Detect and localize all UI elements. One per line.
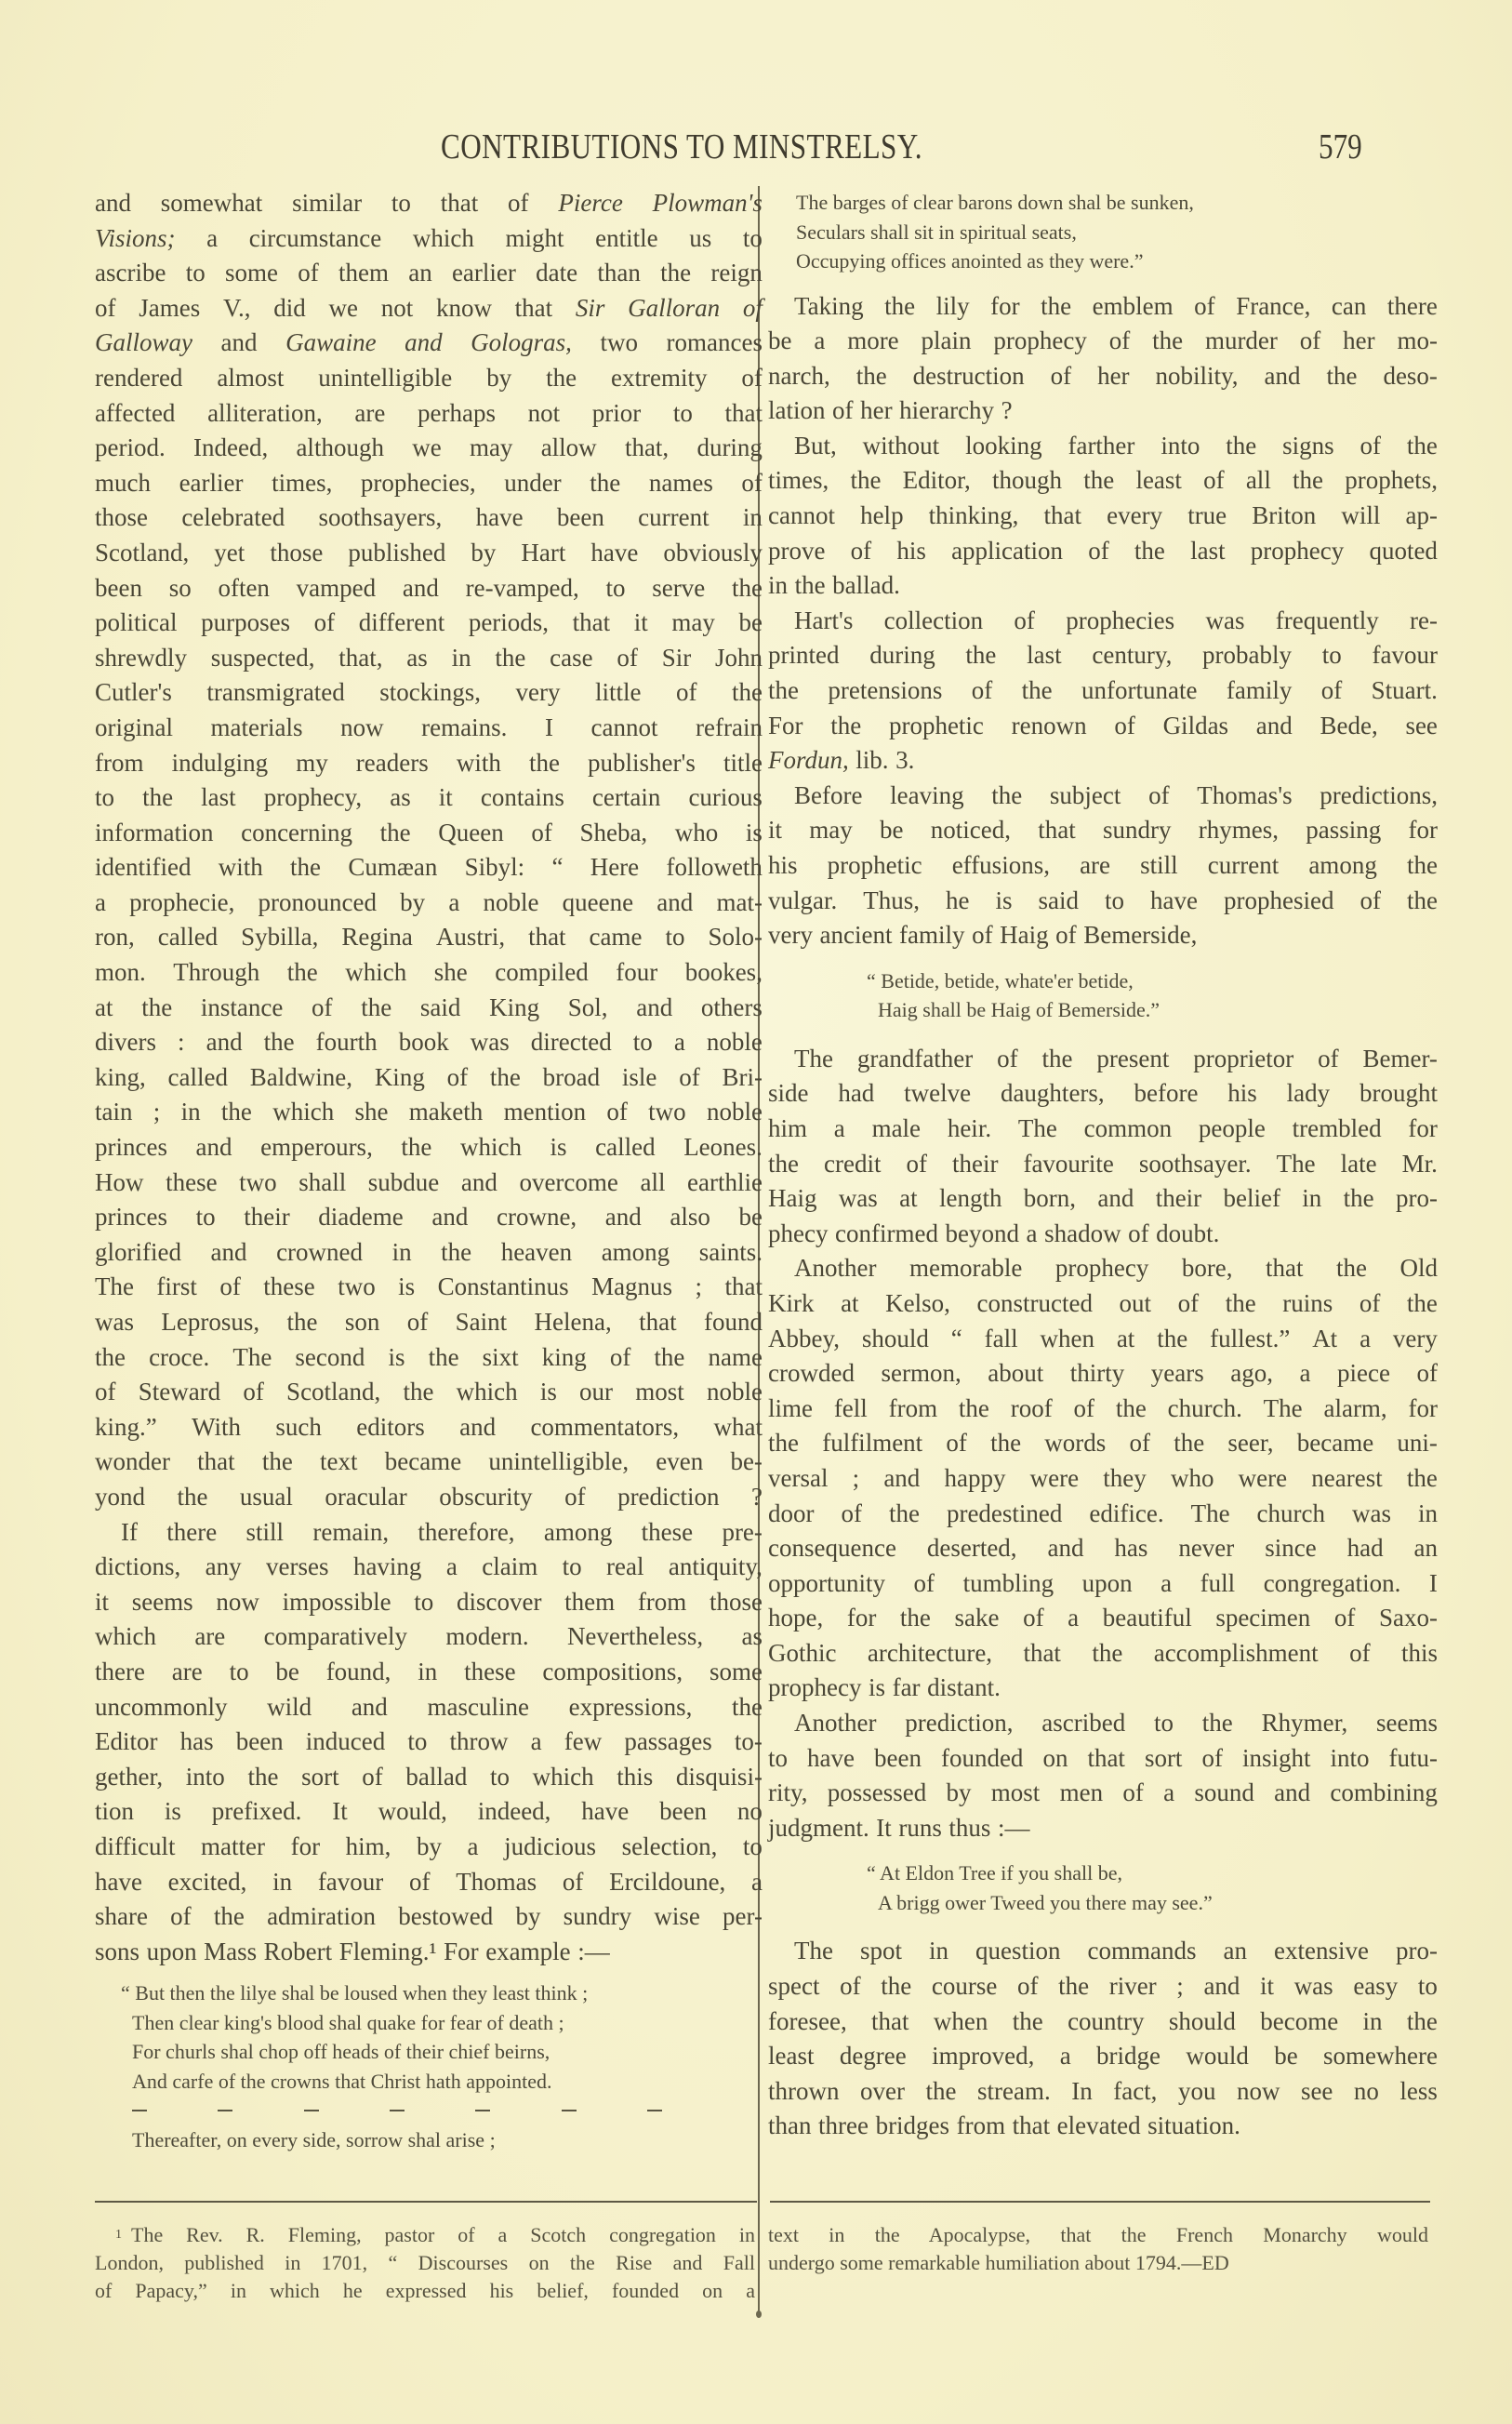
text-line: hope, for the sake of a beautiful specimen of Saxo- — [768, 1604, 1438, 1632]
text-line: If there still remain, therefore, among these pre- — [121, 1517, 763, 1546]
footnote-1-continued — [768, 2221, 1428, 2277]
paragraph — [768, 779, 1438, 953]
text-line: cannot help thinking, that every true Briton will ap- — [768, 501, 1438, 530]
text-line: very ancient family of Haig of Bemerside, — [768, 921, 1198, 950]
paragraph — [768, 1934, 1438, 2144]
text-line: thrown over the stream. In fact, you now see no less — [768, 2076, 1438, 2105]
footnote-1 — [95, 2221, 755, 2305]
text-line: times, the Editor, though the least of all the prophets, — [768, 466, 1438, 495]
text-line: Before leaving the subject of Thomas's predictions, — [794, 780, 1438, 809]
text-line: Another prediction, ascribed to the Rhymer, seems — [794, 1709, 1438, 1738]
text-line: Cutler's transmigrated stockings, very little of the — [95, 678, 763, 707]
text-line: there are to be found, in these compositions, some — [95, 1657, 763, 1685]
text-line: those celebrated soothsayers, have been current in — [95, 503, 763, 532]
text-line: the pretensions of the unfortunate family of Stuart. — [768, 676, 1438, 705]
text-line: been so often vamped and re-vamped, to serve the — [95, 573, 763, 602]
text-line: have excited, in favour of Thomas of Ercildoune, a — [95, 1867, 763, 1896]
text-line: period. Indeed, although we may allow that, during — [95, 433, 763, 462]
text-line: consequence deserted, and has never since had an — [768, 1534, 1438, 1563]
text-line: For the prophetic renown of Gildas and Bede, see — [768, 711, 1438, 739]
text-line: was Leprosus, the son of Saint Helena, that found — [95, 1308, 763, 1336]
verse-line: Seculars shall sit in spiritual seats, — [796, 220, 1077, 244]
text-line: Galloway and Gawaine and Gologras, two romances — [95, 328, 763, 357]
verse-line: “ At Eldon Tree if you shall be, — [867, 1861, 1122, 1885]
text-line: rity, possessed by most men of a sound and combining — [768, 1778, 1438, 1807]
footnote-line: undergo some remarkable humiliation about 1794.—ED — [768, 2251, 1229, 2274]
text-line: Visions; a circumstance which might entitle us to — [95, 223, 763, 252]
text-line: identified with the Cumæan Sibyl: “ Here followeth — [95, 853, 763, 882]
text-line: to the last prophecy, as it contains certain curious — [95, 783, 763, 812]
paragraph — [768, 1706, 1438, 1845]
text-line: the credit of their favourite soothsayer. The late Mr. — [768, 1149, 1438, 1178]
running-head — [0, 127, 1512, 173]
text-line: gether, into the sort of ballad to which this disquisi- — [95, 1762, 763, 1791]
text-line: wonder that the text became unintelligible, even be- — [95, 1447, 763, 1476]
text-line: information concerning the Queen of Sheba, who is — [95, 818, 763, 846]
text-line: How these two shall subdue and overcome all earthlie — [95, 1167, 763, 1196]
text-line: in the ballad. — [768, 571, 900, 600]
text-line: sons upon Mass Robert Fleming.¹ For example :— — [95, 1937, 610, 1965]
text-line: judgment. It runs thus :— — [768, 1813, 1030, 1842]
text-line: yond the usual oracular obscurity of prediction ? — [95, 1482, 763, 1511]
footnote-line: text in the Apocalypse, that the French Monarchy would — [768, 2223, 1428, 2246]
paragraph — [768, 1251, 1438, 1706]
text-line: spect of the course of the river ; and it was easy to — [768, 1972, 1438, 2001]
text-line: which are comparatively modern. Nevertheless, as — [95, 1622, 763, 1651]
text-line: Scotland, yet those published by Hart have obviously — [95, 538, 763, 566]
text-line: phecy confirmed beyond a shadow of doubt. — [768, 1219, 1220, 1247]
footnote-line: of Papacy,” in which he expressed his belief, founded on a — [95, 2279, 755, 2302]
text-line: his prophetic effusions, are still current among the — [768, 851, 1438, 879]
text-line: difficult matter for him, by a judicious selection, to — [95, 1831, 763, 1860]
text-line: it may be noticed, that sundry rhymes, passing for — [768, 816, 1438, 845]
text-line: side had twelve daughters, before his lady brought — [768, 1079, 1438, 1108]
text-line: original materials now remains. I cannot refrain — [95, 713, 763, 741]
text-line: be a more plain prophecy of the murder of her mo- — [768, 326, 1438, 355]
verse-line: For churls shal chop off heads of their chief beirns, — [132, 2040, 550, 2064]
text-line: ron, called Sybilla, Regina Austri, that came to Solo- — [95, 923, 763, 952]
text-line: princes to their diademe and crowne, and also be — [95, 1203, 763, 1232]
text-line: Abbey, should “ fall when at the fullest.” At a very — [768, 1324, 1438, 1352]
verse-line: Occupying offices anointed as they were.” — [796, 249, 1144, 273]
text-line: mon. Through the which she compiled four bookes, — [95, 958, 763, 987]
text-line: opportunity of tumbling upon a full congregation. I — [768, 1568, 1438, 1597]
text-line: crowded sermon, about thirty years ago, a piece of — [768, 1359, 1438, 1388]
verse-quotation-haig — [768, 966, 1438, 1025]
text-line: dictions, any verses having a claim to real antiquity, — [95, 1552, 763, 1581]
text-line: vulgar. Thus, he is said to have prophesied of the — [768, 886, 1438, 914]
paragraph — [768, 1042, 1438, 1252]
text-line: the fulfilment of the words of the seer, became uni- — [768, 1429, 1438, 1458]
paragraph — [768, 429, 1438, 604]
text-line: foresee, that when the country should become in the — [768, 2006, 1438, 2035]
text-line: The grandfather of the present proprietor of Bemer- — [794, 1044, 1438, 1072]
text-line: The spot in question commands an extensive pro- — [794, 1937, 1438, 1965]
text-line: Kirk at Kelso, constructed out of the ruins of the — [768, 1288, 1438, 1317]
text-line: prove of his application of the last prophecy quoted — [768, 536, 1438, 565]
text-line: to have been founded on that sort of insight into futu- — [768, 1743, 1438, 1772]
text-line: the croce. The second is the sixt king of the name — [95, 1342, 763, 1371]
text-line: it seems now impossible to discover them from those — [95, 1587, 763, 1616]
text-line: uncommonly wild and masculine expressions, the — [95, 1692, 763, 1721]
text-line: princes and emperours, the which is called Leones. — [95, 1133, 763, 1162]
text-line: and somewhat similar to that of Pierce Plowman's — [95, 189, 763, 217]
text-line: divers : and the fourth book was directed to a noble — [95, 1028, 763, 1057]
left-column — [95, 186, 763, 2165]
footnote-line: London, published in 1701, “ Discourses on the Rise and Fall — [95, 2251, 755, 2274]
verse-line: The barges of clear barons down shal be sunken, — [796, 191, 1194, 214]
text-line: much earlier times, prophecies, under the names of — [95, 468, 763, 497]
text-line: But, without looking farther into the signs of the — [794, 431, 1438, 459]
text-line: prophecy is far distant. — [768, 1673, 1001, 1702]
text-line: a prophecie, pronounced by a noble queene and mat- — [95, 887, 763, 916]
text-line: rendered almost unintelligible by the extremity of — [95, 363, 763, 392]
paragraph-if-there-still-remain — [95, 1515, 763, 1970]
text-line: lation of her hierarchy ? — [768, 396, 1013, 425]
verse-quotation-lilye — [95, 1978, 763, 2154]
text-line: Hart's collection of prophecies was frequently re- — [794, 606, 1438, 634]
text-line: king, called Baldwine, King of the broad isle of Bri- — [95, 1062, 763, 1091]
text-line: of Steward of Scotland, the which is our most noble — [95, 1378, 763, 1406]
text-line: at the instance of the said King Sol, and others — [95, 992, 763, 1021]
verse-line: And carfe of the crowns that Christ hath appointed. — [132, 2069, 552, 2093]
text-line: tain ; in the which she maketh mention of two noble — [95, 1098, 763, 1126]
page-number: 579 — [1319, 127, 1362, 166]
text-line: door of the predestined edifice. The church was in — [768, 1498, 1438, 1527]
text-line: political purposes of different periods, that it may be — [95, 608, 763, 637]
text-line: than three bridges from that elevated situation. — [768, 2111, 1240, 2140]
text-line: Gothic architecture, that the accomplishment of this — [768, 1638, 1438, 1667]
footnote-marker: 1 — [115, 2228, 122, 2242]
right-column — [768, 186, 1438, 2144]
footnote-rule-left — [95, 2201, 757, 2203]
paragraph — [768, 604, 1438, 779]
paragraph — [768, 289, 1438, 429]
verse-line: Thereafter, on every side, sorrow shal arise ; — [132, 2127, 496, 2151]
text-line: least degree improved, a bridge would be somewhere — [768, 2042, 1438, 2071]
verse-quotation-continued — [768, 188, 1438, 276]
text-line: Fordun, lib. 3. — [768, 746, 915, 775]
footnote-line: 1 The Rev. R. Fleming, pastor of a Scotch congregation in — [95, 2221, 755, 2249]
footnote-rule-right — [770, 2201, 1430, 2203]
text-line: king.” With such editors and commentators, what — [95, 1412, 763, 1441]
text-line: shrewdly suspected, that, as in the case of Sir John — [95, 643, 763, 672]
text-line: ascribe to some of them an earlier date than the reign — [95, 259, 763, 287]
verse-line: A brigg ower Tweed you there may see.” — [878, 1890, 1213, 1914]
verse-line: “ But then the lilye shal be loused when they least think ; — [121, 1981, 589, 2005]
text-line: printed during the last century, probably to favour — [768, 641, 1438, 670]
text-line: glorified and crowned in the heaven among saints. — [95, 1237, 763, 1266]
verse-line: Haig shall be Haig of Bemerside.” — [878, 998, 1161, 1022]
verse-quotation-eldon — [768, 1858, 1438, 1917]
verse-line: Then clear king's blood shal quake for fear of death ; — [132, 2010, 564, 2034]
text-line: narch, the destruction of her nobility, and the deso- — [768, 361, 1438, 390]
verse-line: “ Betide, betide, whate'er betide, — [867, 968, 1134, 992]
text-line: versal ; and happy were they who were nearest the — [768, 1463, 1438, 1492]
text-line: lime fell from the roof of the church. The alarm, for — [768, 1393, 1438, 1422]
running-title: CONTRIBUTIONS TO MINSTRELSY. — [441, 127, 922, 166]
text-line: Taking the lily for the emblem of France, can there — [794, 291, 1438, 320]
text-line: share of the admiration bestowed by sundry wise per- — [95, 1902, 763, 1931]
text-line: of James V., did we not know that Sir Galloran of — [95, 293, 763, 322]
paragraph-continuation — [95, 186, 763, 1515]
text-line: Editor has been induced to throw a few passages to- — [95, 1727, 763, 1756]
text-line: tion is prefixed. It would, indeed, have been no — [95, 1797, 763, 1826]
text-line: from indulging my readers with the publisher's title — [95, 748, 763, 777]
ellipsis-dashes — [121, 2096, 662, 2125]
text-line: Another memorable prophecy bore, that the Old — [794, 1254, 1438, 1283]
text-line: Haig was at length born, and their belief in the pro- — [768, 1184, 1438, 1213]
text-line: The first of these two is Constantinus Magnus ; that — [95, 1272, 763, 1301]
text-line: affected alliteration, are perhaps not prior to that — [95, 398, 763, 427]
text-line: him a male heir. The common people trembled for — [768, 1113, 1438, 1142]
